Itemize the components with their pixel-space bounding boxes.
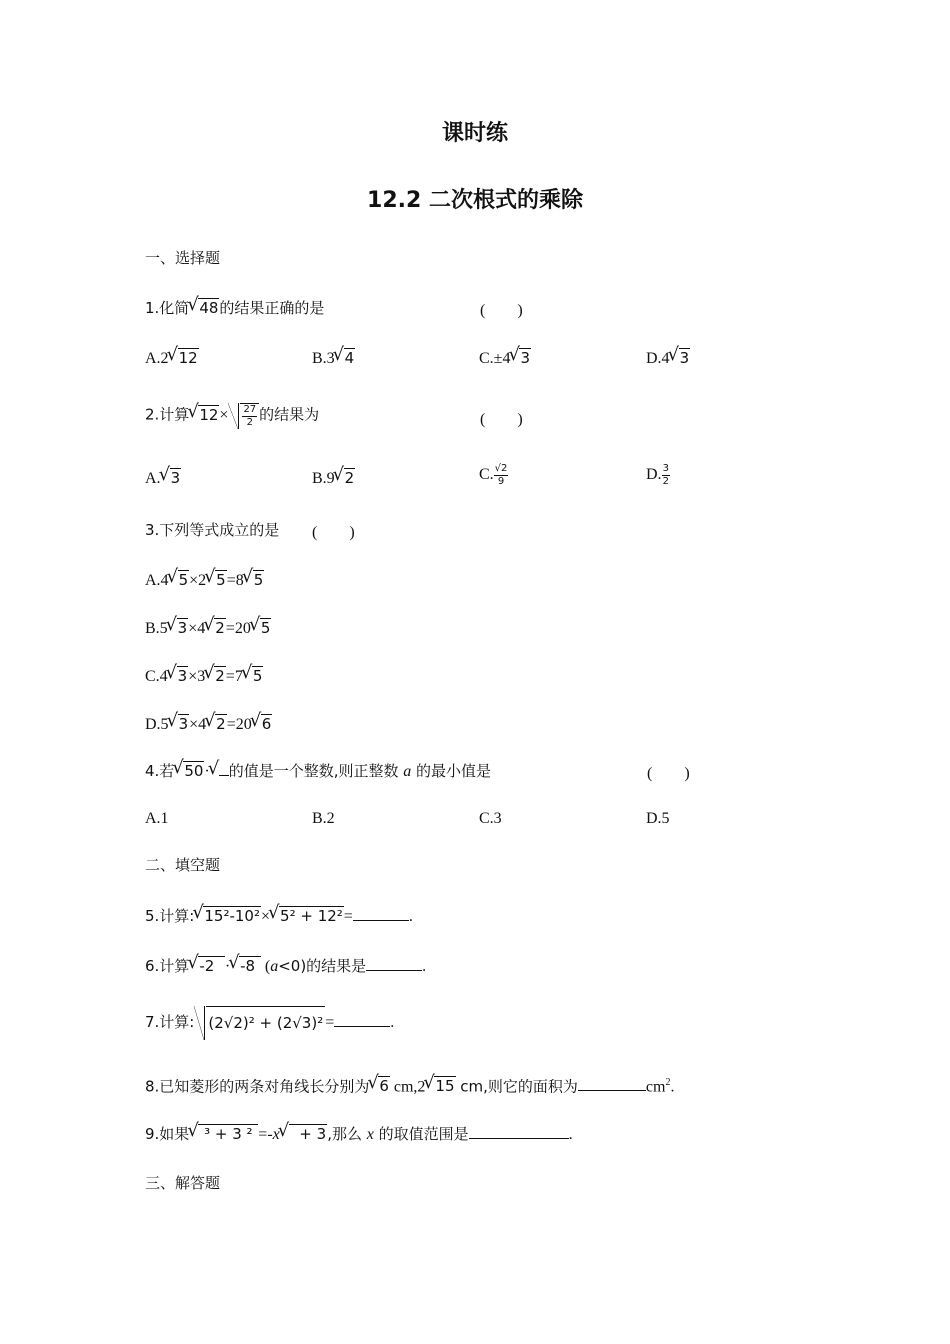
document-subtitle: 12.2 二次根式的乘除 (367, 188, 583, 213)
section-heading-fill: 二、填空题 (145, 856, 221, 874)
q3-option-b: B.5√ 3×4√ 2=20√ 5 (145, 617, 271, 640)
q3-option-a: A.4√ 5×2√ 5=8√ 5 (145, 569, 264, 592)
section-heading-answer: 三、解答题 (145, 1174, 221, 1192)
q8-answer-blank[interactable] (578, 1076, 646, 1091)
q1-prefix: 1.化简 (145, 299, 190, 317)
q4-option-c: C.3 (479, 810, 502, 827)
q1-option-c: C.±4√ 3 (479, 347, 531, 370)
q4-radical: √ 50 (175, 760, 204, 783)
question-5: 5.计算:√ 15²-10²×√ 5² + 12²= . (145, 905, 413, 928)
q2-option-d: D. $\frac{3}{2}$ (646, 463, 669, 487)
q4-option-d: D.5 (646, 810, 670, 827)
question-2-stem: 2.计算√ 12× $\frac{27}{2}$ 的结果为 (145, 403, 319, 429)
q1-answer-paren: ( ) (480, 302, 523, 319)
q2-answer-paren: ( ) (480, 411, 523, 428)
q2-radical: √ 12 (190, 404, 219, 427)
q2-option-c: C. $\frac{√2}{9}$ (479, 463, 508, 487)
q1-option-d: D.4√ 3 (646, 347, 690, 370)
question-4-stem: 4.若√ 50·√ 的值是一个整数,则正整数 a 的最小值是 (145, 760, 491, 783)
q4-radical-empty (211, 761, 229, 783)
q2-option-a: A.√ 3 (145, 467, 181, 490)
question-6: 6.计算√ -2 ·√ -8 (a<0)的结果是 . (145, 955, 426, 978)
q7-radical: (2√2)² + (2√3)² (194, 1006, 325, 1040)
document-title: 课时练 (441, 121, 508, 146)
q4-answer-paren: ( ) (647, 765, 690, 782)
section-heading-choice: 一、选择题 (145, 249, 221, 267)
question-4-options (145, 808, 845, 830)
q3-option-c: C.4√ 3×3√ 2=7√ 5 (145, 665, 263, 688)
q3-answer-paren: ( ) (312, 524, 355, 541)
q2-option-b: B.9√ 2 (312, 467, 355, 490)
question-9: 9.如果√ ³ + 3 ² =-x√ + 3,那么 x 的取值范围是 . (145, 1123, 573, 1146)
q6-answer-blank[interactable] (366, 956, 422, 971)
question-3-stem: 3.下列等式成立的是 (145, 521, 280, 539)
q1-suffix: 的结果正确的是 (219, 299, 325, 317)
question-7: 7.计算: (2√2)² + (2√3)² = . (145, 1005, 394, 1040)
question-8: 8.已知菱形的两条对角线长分别为√ 6 cm,2√ 15 cm,则它的面积为 $cm^2$. (145, 1072, 674, 1098)
q1-radical: √ 48 (190, 297, 219, 320)
question-1-stem (145, 297, 324, 320)
q7-answer-blank[interactable] (334, 1012, 390, 1027)
q4-option-a: A.1 (145, 810, 169, 827)
q9-answer-blank[interactable] (469, 1124, 569, 1139)
q5-answer-blank[interactable] (353, 906, 409, 921)
question-2-options (145, 463, 845, 493)
q1-option-b: B.3√ 4 (312, 347, 355, 370)
q3-option-d: D.5√ 3×4√ 2=20√ 6 (145, 713, 272, 736)
question-1-options (145, 347, 845, 369)
q1-option-a: A.2√ 12 (145, 347, 199, 370)
q2-fraction-radical: $\frac{27}{2}$ (228, 403, 259, 429)
q4-option-b: B.2 (312, 810, 335, 827)
